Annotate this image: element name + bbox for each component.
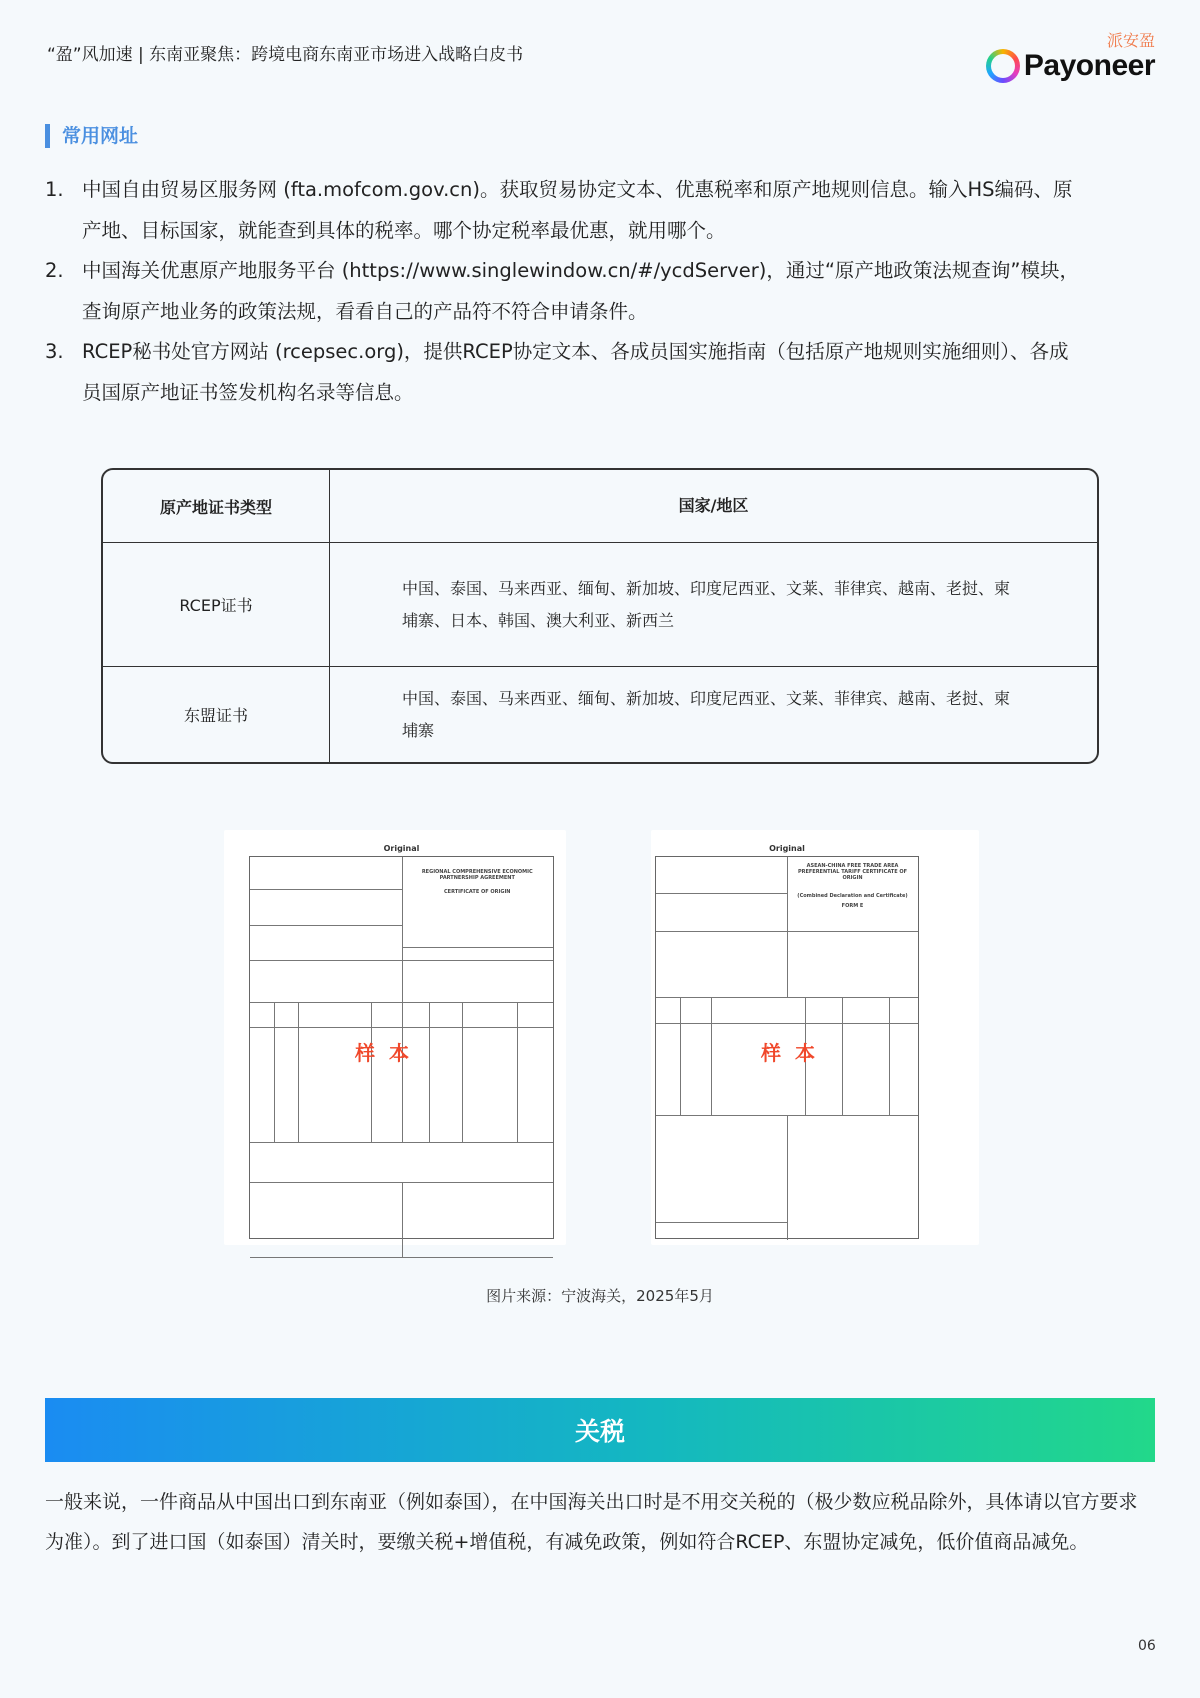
logo-en-text: Payoneer [1023,49,1155,82]
table-header: 国家/地区 [678,496,749,515]
certificate-subtitle: (Combined Declaration and Certificate) [797,893,908,899]
section-banner [45,1398,1155,1462]
original-label: Original [383,844,420,853]
section-title: 常用网址 [45,124,138,148]
list-text: RCEP秘书处官方网站 (rcepsec.org)，提供RCEP协定文本、各成员国实施指南（包括原产地规则实施细则）、各成员国原产地证书签发机构名录等信息。 [82,340,1069,404]
certificate-title: REGIONAL COMPREHENSIVE ECONOMIC PARTNERSHIP AGREEMENT [421,869,533,881]
list-text: 中国自由贸易区服务网 (fta.mofcom.gov.cn)。获取贸易协定文本、优惠税率和原产地规则信息。输入HS编码、原产地、目标国家，就能查到具体的税率。哪个协定税率最优惠，就用哪个。 [82,178,1073,242]
payoneer-ring-icon [986,49,1020,83]
list-text: 中国海关优惠原产地服务平台 (https://www.singlewindow.cn/#/ycdServer)，通过“原产地政策法规查询”模块，查询原产地业务的政策法规，看看自己的产品符不符合申请条件。 [82,259,1080,323]
list-number: 1. [45,178,64,201]
table-cell-countries: 中国、泰国、马来西亚、缅甸、新加坡、印度尼西亚、文莱、菲律宾、越南、老挝、柬埔寨 [402,688,1011,740]
tariff-paragraph: 一般来说，一件商品从中国出口到东南亚（例如泰国），在中国海关出口时是不用交关税的（极少数应税品除外，具体请以官方要求为准）。到了进口国（如泰国）清关时，要缴关税+增值税，有减免政策，例如符合RCEP、东盟协定减免，低价值商品减免。 [45,1491,1138,1553]
image-caption: 图片来源：宁波海关，2025年5月 [486,1287,714,1305]
banner-title: 关税 [574,1417,625,1446]
list-number: 2. [45,259,64,282]
table-cell-countries: 中国、泰国、马来西亚、缅甸、新加坡、印度尼西亚、文莱、菲律宾、越南、老挝、柬埔寨、日本、韩国、澳大利亚、新西兰 [402,578,1011,630]
form-e-label: FORM E [841,903,864,909]
table-header-row [103,470,1097,543]
certificate-subtitle: CERTIFICATE OF ORIGIN [444,889,511,895]
table-row [103,543,1097,667]
form-e-certificate-image [651,830,979,1245]
certificate-title: ASEAN-CHINA FREE TRADE AREA PREFERENTIAL TARIFF CERTIFICATE OF ORIGIN [797,863,908,881]
list-number: 3. [45,340,64,363]
url-list [45,170,1085,413]
list-item [45,170,1085,251]
table-cell-type: RCEP证书 [103,543,330,666]
certificate-table [101,468,1099,764]
list-item [45,332,1085,413]
sample-stamp: 样本 [355,1041,423,1065]
table-header: 原产地证书类型 [103,470,330,542]
page-number: 06 [1138,1638,1156,1654]
payoneer-logo [986,28,1155,83]
rcep-certificate-image [224,830,566,1245]
document-header-title: “盈”风加速 | 东南亚聚焦：跨境电商东南亚市场进入战略白皮书 [47,45,524,65]
table-row [103,667,1097,762]
original-label: Original [769,844,805,853]
sample-stamp: 样本 [761,1041,829,1065]
logo-cn-text: 派安盈 [1106,31,1155,50]
table-cell-type: 东盟证书 [103,667,330,762]
list-item [45,251,1085,332]
